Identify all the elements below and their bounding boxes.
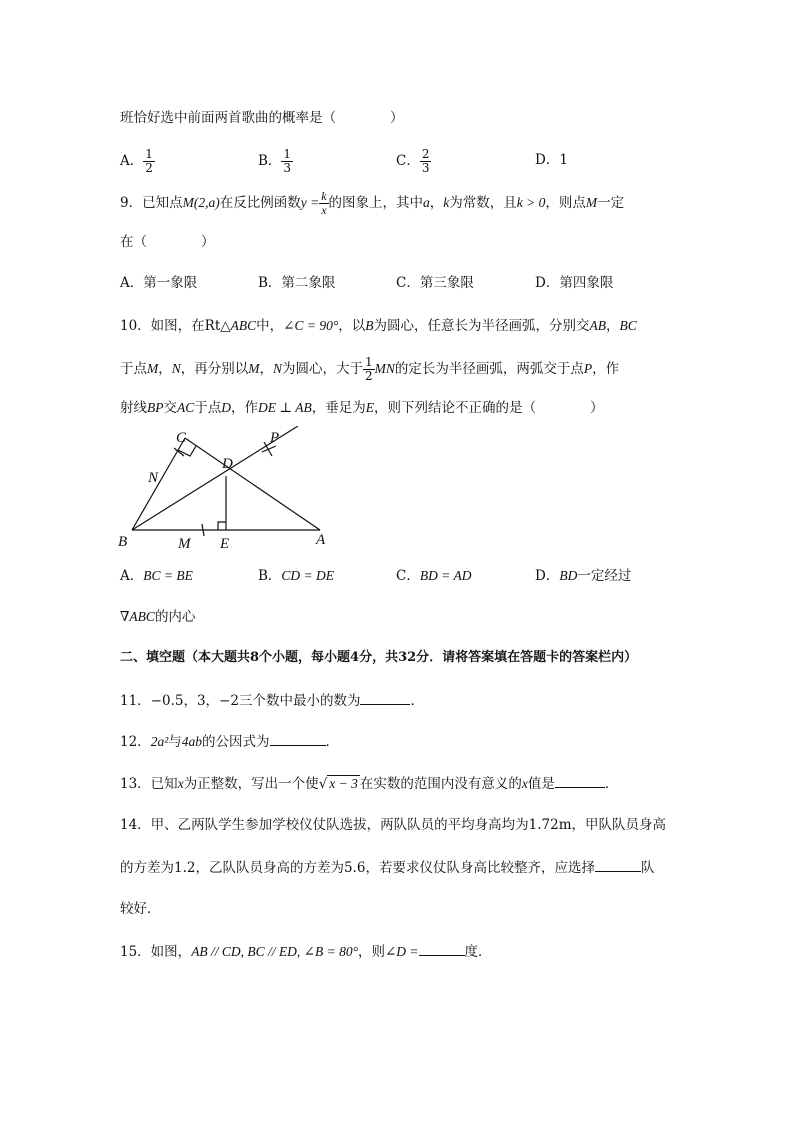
label-a: A bbox=[316, 532, 326, 548]
q9-stem-line2: 在（ ） bbox=[120, 234, 215, 250]
q10-option-b: B．CD = DE bbox=[258, 568, 335, 584]
label-n: N bbox=[148, 470, 159, 486]
q8-option-d: D．1 bbox=[535, 152, 568, 168]
q8-option-a: A． $\frac{1}{2}$ bbox=[120, 147, 153, 175]
q10-option-d: D．BD一定经过 bbox=[535, 568, 632, 584]
q14-line1: 14．甲、乙两队学生参加学校仪仗队选拔，两队队员的平均身高均为1.72m，甲队队员身高 bbox=[120, 817, 667, 833]
segment-bc bbox=[132, 438, 185, 530]
q10-option-c: C．BD = AD bbox=[396, 568, 472, 584]
q10-stem-line1: 10．如图，在Rt△ABC中，∠C = 90°，以B为圆心，任意长为半径画弧，分别交AB，BC bbox=[120, 318, 637, 334]
q14-answer-blank bbox=[595, 857, 641, 872]
right-angle-mark-c bbox=[178, 446, 196, 456]
q15-answer-blank bbox=[419, 941, 465, 956]
label-m: M bbox=[178, 536, 191, 552]
label-e: E bbox=[220, 536, 230, 552]
q9-option-a: A．第一象限 bbox=[120, 275, 198, 291]
q8-stem: 班恰好选中前面两首歌曲的概率是（ ） bbox=[120, 110, 404, 126]
right-angle-mark-e bbox=[218, 522, 226, 530]
q11: 11．−0.5，3，−2三个数中最小的数为 ． bbox=[120, 690, 424, 711]
q10-stem-line2: 于点M，N，再分别以M，N为圆心，大于 $\frac{1}{2}$ MN的定长为半径画弧，两弧交于点P，作 bbox=[120, 355, 620, 383]
label-c: C bbox=[176, 430, 187, 446]
q10-option-a: A．BC = BE bbox=[120, 568, 193, 584]
q8-option-b: B． $\frac{1}{3}$ bbox=[258, 147, 292, 175]
q11-answer-blank bbox=[360, 690, 410, 705]
q9-option-b: B．第二象限 bbox=[258, 275, 336, 291]
q10-stem-line3: 射线BP交AC于点D，作DE ⊥ AB，垂足为E，则下列结论不正确的是（ ） bbox=[120, 400, 604, 416]
label-p: P bbox=[270, 430, 280, 446]
q8-option-c: C． $\frac{2}{3}$ bbox=[396, 147, 430, 175]
q9-stem: 9．已知点M(2,a)在反比例函数y = $\frac{k}{x}$ 的图象上，其中a，k为常数，且k > 0，则点M一定 bbox=[120, 189, 625, 217]
label-d: D bbox=[222, 456, 233, 472]
label-b: B bbox=[118, 534, 128, 550]
q9-option-c: C．第三象限 bbox=[396, 275, 474, 291]
section-heading-fill-in: 二、填空题（本大题共8个小题，每小题4分，共32分．请将答案填在答题卡的答案栏内） bbox=[120, 650, 638, 665]
q13-answer-blank bbox=[555, 773, 605, 788]
q12: 12．2a²与4ab的公因式为 ． bbox=[120, 731, 339, 752]
q10-option-d-continued: ∇ABC的内心 bbox=[120, 609, 196, 625]
q10-triangle-figure bbox=[110, 426, 340, 556]
q14-line3: 较好． bbox=[120, 901, 161, 917]
q15: 15．如图，AB // CD, BC // ED, ∠B = 80°，则∠D = 度． bbox=[120, 941, 492, 962]
q14-line2: 的方差为1.2，乙队队员身高的方差为5.6，若要求仪仗队身高比较整齐，应选择 队 bbox=[120, 857, 654, 878]
q12-answer-blank bbox=[270, 731, 326, 746]
q9-option-d: D．第四象限 bbox=[535, 275, 614, 291]
q13: 13．已知x为正整数，写出一个使√ x − 3 在实数的范围内没有意义的x值是 ． bbox=[120, 773, 618, 794]
